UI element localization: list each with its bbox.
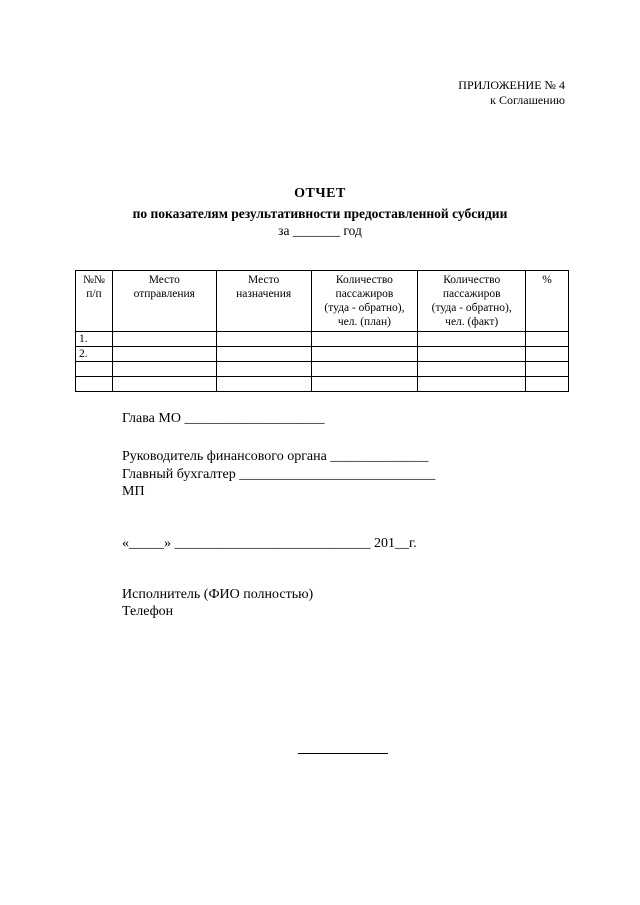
table-cell xyxy=(112,362,216,377)
table-cell xyxy=(526,362,569,377)
table-row xyxy=(76,377,569,392)
table-header-cell xyxy=(311,271,418,332)
report-year-line: за _______ год xyxy=(278,223,362,238)
table-cell xyxy=(76,377,113,392)
table-cell xyxy=(112,377,216,392)
table-body xyxy=(76,332,569,392)
head-signature-line: Глава МО ____________________ xyxy=(122,411,325,426)
phone-line: Телефон xyxy=(122,604,174,619)
table-header-text: % xyxy=(542,274,552,286)
table-header-text: назначения xyxy=(236,288,292,300)
table-cell xyxy=(311,332,418,347)
table-row xyxy=(76,362,569,377)
table-header-text: чел. (факт) xyxy=(445,316,499,328)
table-cell xyxy=(311,377,418,392)
table-cell xyxy=(216,377,311,392)
table-cell xyxy=(526,377,569,392)
table-header-cell xyxy=(526,271,569,332)
table-row xyxy=(76,347,569,362)
table-cell xyxy=(526,347,569,362)
finance-head-signature-line: Руководитель финансового органа ______________ xyxy=(122,449,429,464)
table-cell xyxy=(216,332,311,347)
report-table xyxy=(75,270,569,392)
table-cell xyxy=(216,347,311,362)
table-cell xyxy=(76,362,113,377)
table-header-text: п/п xyxy=(86,288,102,300)
table-cell xyxy=(112,347,216,362)
appendix-number: ПРИЛОЖЕНИЕ № 4 xyxy=(458,78,565,92)
table-cell xyxy=(526,332,569,347)
table-header-cell xyxy=(76,271,113,332)
footer-rule xyxy=(298,753,388,754)
table-cell xyxy=(311,347,418,362)
table-header-cell xyxy=(418,271,526,332)
table-header-cell xyxy=(112,271,216,332)
table-cell: 2. xyxy=(76,347,113,362)
table-cell xyxy=(418,347,526,362)
table-header-text: пассажиров xyxy=(335,288,394,300)
table-cell xyxy=(311,362,418,377)
table-header-text: №№ xyxy=(82,274,105,286)
table-cell xyxy=(418,362,526,377)
table-cell xyxy=(418,377,526,392)
table-header-text: Количество xyxy=(443,274,501,286)
executor-line: Исполнитель (ФИО полностью) xyxy=(122,587,314,602)
table-header-text: Место xyxy=(248,274,280,286)
accountant-signature-line: Главный бухгалтер ____________________________ xyxy=(122,467,436,482)
report-title: ОТЧЕТ xyxy=(294,186,346,201)
table-header-text: чел. (план) xyxy=(337,316,392,328)
table-cell xyxy=(418,332,526,347)
table-cell: 1. xyxy=(76,332,113,347)
report-subtitle: по показателям результативности предоставленной субсидии xyxy=(132,206,508,221)
table-header-cell xyxy=(216,271,311,332)
table-header-text: (туда - обратно), xyxy=(324,302,405,314)
table-header-text: (туда - обратно), xyxy=(431,302,512,314)
table-header-text: Место xyxy=(148,274,180,286)
table-header-text: Количество xyxy=(335,274,393,286)
appendix-label xyxy=(458,78,565,108)
table-cell xyxy=(216,362,311,377)
seal-mark: МП xyxy=(122,484,145,499)
table-header-text: отправления xyxy=(133,288,195,300)
date-line: «_____» ____________________________ 201__г. xyxy=(122,536,417,551)
table-header-row xyxy=(76,271,569,332)
table-header-text: пассажиров xyxy=(442,288,501,300)
table-row xyxy=(76,332,569,347)
appendix-reference: к Соглашению xyxy=(490,93,565,107)
table-cell xyxy=(112,332,216,347)
